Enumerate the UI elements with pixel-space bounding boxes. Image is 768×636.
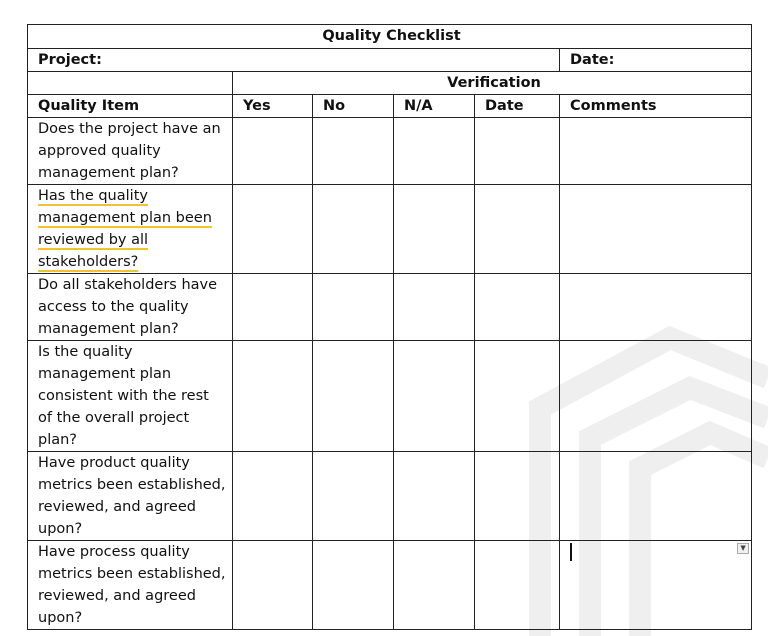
table-row	[28, 274, 752, 341]
quality-item-text: Is the quality management plan consistent with the rest of the overall project plan?	[28, 341, 233, 452]
chevron-down-icon[interactable]: ▼	[737, 543, 749, 554]
date-cell[interactable]	[475, 452, 560, 541]
column-header-date: Date	[475, 95, 560, 118]
na-cell[interactable]	[394, 118, 475, 185]
na-cell[interactable]	[394, 185, 475, 274]
no-cell[interactable]	[313, 452, 394, 541]
table-row	[28, 541, 752, 630]
quality-item-text: Does the project have an approved quality management plan?	[28, 118, 233, 185]
comments-cell[interactable]	[560, 118, 752, 185]
na-cell[interactable]	[394, 341, 475, 452]
na-cell[interactable]	[394, 541, 475, 630]
yes-cell[interactable]	[233, 541, 313, 630]
date-cell[interactable]	[475, 341, 560, 452]
no-cell[interactable]	[313, 185, 394, 274]
yes-cell[interactable]	[233, 274, 313, 341]
no-cell[interactable]	[313, 541, 394, 630]
highlighted-text: Has the quality management plan been reviewed by all stakeholders?	[38, 188, 212, 270]
quality-checklist-table	[27, 24, 752, 630]
comments-cell[interactable]	[560, 185, 752, 274]
yes-cell[interactable]	[233, 452, 313, 541]
table-row	[28, 118, 752, 185]
table-row	[28, 452, 752, 541]
column-header-na: N/A	[394, 95, 475, 118]
date-cell[interactable]	[475, 274, 560, 341]
text-cursor	[570, 543, 572, 561]
column-header-comments: Comments	[560, 95, 752, 118]
column-header-yes: Yes	[233, 95, 313, 118]
no-cell[interactable]	[313, 274, 394, 341]
comments-cell-active[interactable]	[560, 541, 752, 630]
yes-cell[interactable]	[233, 341, 313, 452]
column-header-no: No	[313, 95, 394, 118]
quality-item-text: Have process quality metrics been established, reviewed, and agreed upon?	[28, 541, 233, 630]
no-cell[interactable]	[313, 118, 394, 185]
na-cell[interactable]	[394, 452, 475, 541]
comments-cell[interactable]	[560, 274, 752, 341]
table-row	[28, 185, 752, 274]
quality-item-text	[28, 185, 233, 274]
date-cell[interactable]	[475, 541, 560, 630]
na-cell[interactable]	[394, 274, 475, 341]
date-cell[interactable]	[475, 185, 560, 274]
column-header-quality-item: Quality Item	[28, 95, 233, 118]
yes-cell[interactable]	[233, 185, 313, 274]
comments-cell[interactable]	[560, 452, 752, 541]
project-field[interactable]: Project:	[28, 49, 560, 72]
date-field[interactable]: Date:	[560, 49, 752, 72]
yes-cell[interactable]	[233, 118, 313, 185]
verification-header: Verification	[233, 72, 752, 95]
table-row	[28, 341, 752, 452]
comments-cell[interactable]	[560, 341, 752, 452]
verification-spacer	[28, 72, 233, 95]
quality-item-text: Do all stakeholders have access to the quality management plan?	[28, 274, 233, 341]
date-cell[interactable]	[475, 118, 560, 185]
no-cell[interactable]	[313, 341, 394, 452]
checklist-title: Quality Checklist	[28, 25, 752, 49]
quality-item-text: Have product quality metrics been established, reviewed, and agreed upon?	[28, 452, 233, 541]
